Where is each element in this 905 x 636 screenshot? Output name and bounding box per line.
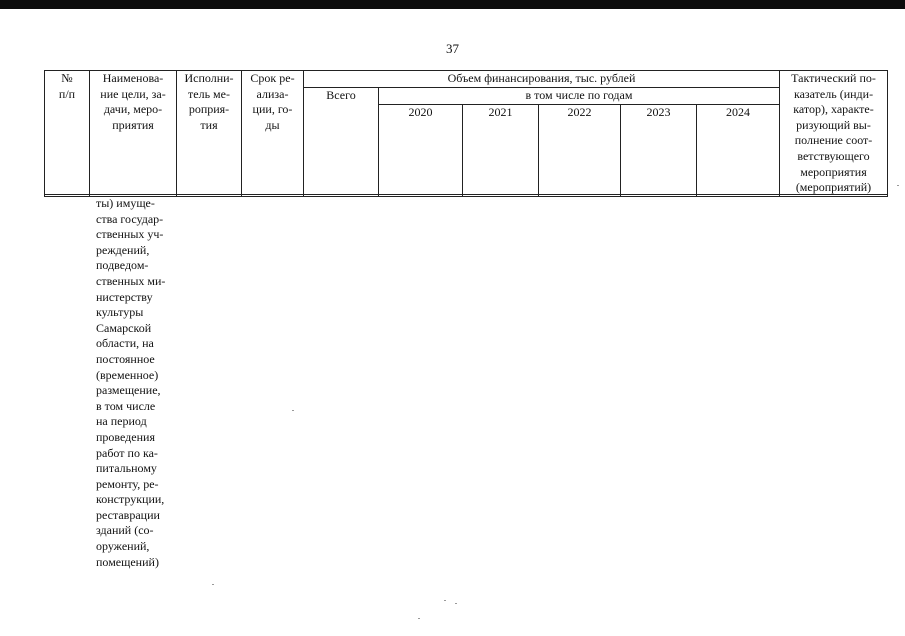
header-executor: Исполни- тель ме- роприя- тия: [177, 71, 242, 197]
header-number: № п/п: [45, 71, 90, 197]
header-year: 2022: [539, 104, 621, 196]
continued-cell-text: ты) имуще- ства государ- ственных уч- реждений, подведом- ственных ми- нистерству культуры Самарской области, на постоянное (временное) размещение, в том числе на период проведения работ по ка- питальному ремонту, ре- конструкции, реставрации зданий (со- оружений, помещений): [96, 196, 166, 569]
header-total: Всего: [304, 87, 379, 196]
scan-speck: [418, 618, 420, 619]
header-period: Срок ре- ализа- ции, го- ды: [242, 71, 304, 197]
header-financing: Объем финансирования, тыс. рублей: [304, 71, 780, 88]
scan-speck: [292, 410, 294, 411]
scan-speck: [444, 600, 446, 601]
header-year: 2024: [697, 104, 780, 196]
table-bottom-rule: [44, 194, 887, 195]
header-name: Наименова- ние цели, за- дачи, меро- приятия: [90, 71, 177, 197]
scan-speck: [212, 584, 214, 585]
financing-table-header: [44, 70, 888, 197]
header-year: 2023: [621, 104, 697, 196]
page-number: 37: [446, 41, 459, 56]
header-year: 2021: [463, 104, 539, 196]
header-by-year: в том числе по годам: [379, 87, 780, 104]
header-indicator: Тактический по- казатель (инди- катор), характе- ризующий вы- полнение соот- ветствующего мероприятия (мероприятий): [780, 71, 888, 197]
page-top-border: [0, 0, 905, 9]
scan-speck: [455, 603, 457, 604]
header-year: 2020: [379, 104, 463, 196]
scan-speck: [897, 185, 899, 186]
